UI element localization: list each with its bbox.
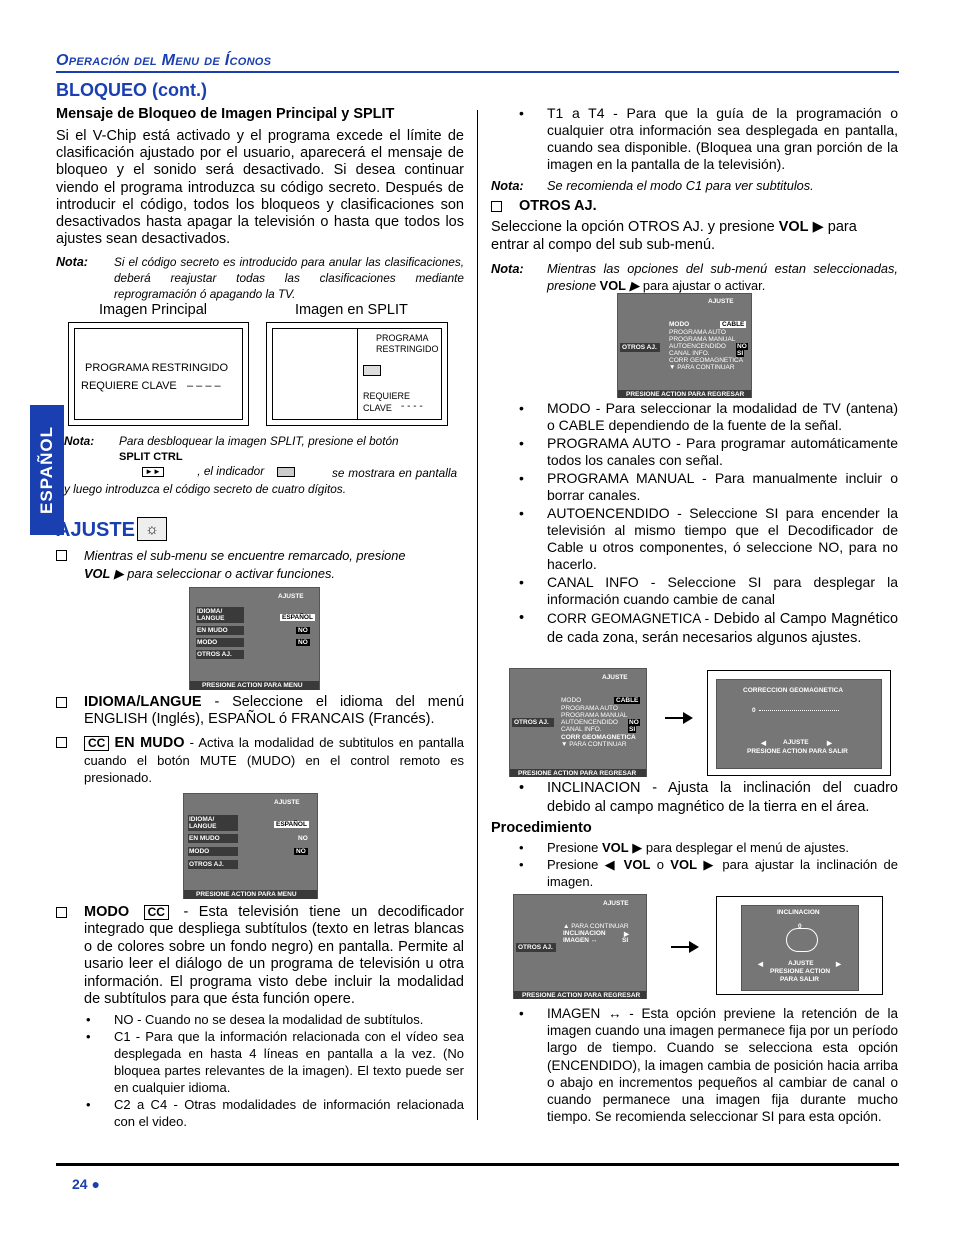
menu-value-en-mudo: NO bbox=[298, 627, 308, 634]
corr-screen-frame bbox=[707, 670, 891, 776]
corr-ajuste: AJUSTE bbox=[783, 739, 809, 746]
corr-scale bbox=[759, 710, 839, 711]
checkbox-icon bbox=[491, 201, 502, 212]
corr-prefix: CORR GEOMAGNETICA - bbox=[547, 611, 710, 626]
checkbox-icon bbox=[56, 737, 67, 748]
menu-value-idioma: ESPAÑOL bbox=[282, 614, 313, 621]
otros-value-canal: SI bbox=[629, 726, 636, 733]
left-arrow-icon: ◀ bbox=[758, 961, 763, 968]
page-number bbox=[72, 1176, 100, 1192]
menu-item-otros: OTROS AJ. bbox=[518, 944, 553, 951]
ajuste-intro-text2: para seleccionar o activar funciones. bbox=[127, 566, 335, 581]
nota-2-text-b: , el indicador bbox=[197, 464, 265, 478]
menu-item-otros: OTROS AJ. bbox=[514, 719, 549, 726]
column-divider bbox=[477, 110, 478, 1120]
proc1-a: Presione bbox=[547, 840, 599, 855]
split-ctrl-button-icon: ►► bbox=[142, 467, 164, 477]
split-label-split: Imagen en SPLIT bbox=[295, 302, 408, 318]
checkbox-icon bbox=[56, 907, 67, 918]
language-side-tab bbox=[30, 405, 64, 535]
menu-value-en-mudo: NO bbox=[298, 835, 308, 842]
otros-item-prog-manual: PROGRAMA MANUAL bbox=[561, 712, 628, 719]
ajuste-menu-screen-2 bbox=[183, 793, 318, 899]
otros-item-autoencendido: AUTOENCENDIDO bbox=[561, 719, 618, 726]
vol-label: VOL bbox=[599, 278, 626, 293]
t1t4-bullet: • T1 a T4 - Para que la guía de la programación o cualquier otra información sea desplegada en pantalla, cuando sea disponible. (Bloquea una gran porción de la imagen en la pantalla de la televisión). bbox=[519, 105, 898, 173]
incl-footer-1: PRESIONE ACTION bbox=[770, 968, 831, 975]
vol-label: VOL bbox=[778, 219, 809, 235]
menu-item-otros: OTROS AJ. bbox=[197, 651, 232, 658]
menu-value-modo: NO bbox=[298, 639, 308, 646]
vol-label: VOL bbox=[601, 840, 629, 855]
nota-2 bbox=[64, 433, 457, 497]
menu-title: AJUSTE bbox=[603, 900, 629, 907]
modo-bullet: • C1 - Para que la información relacionada con el vídeo sea desplegada en hasta 4 líneas en pantalla a la vez. (No bloquea partes relevantes de la imagen). El texto puede ser en cualquier idioma. bbox=[86, 1028, 464, 1096]
modo-bullet: • NO - Cuando no se desea la modalidad de subtítulos. bbox=[86, 1011, 464, 1028]
otros-bullets bbox=[519, 400, 898, 648]
otros-bullet: • AUTOENCENDIDO - Seleccione SI para encender la televisión al mismo tiempo que el Decodificador de Cable u otros componentes, ó seleccione NO, para no hacerlo. bbox=[519, 505, 898, 573]
en-mudo-section bbox=[56, 734, 464, 786]
menu-footer: PRESIONE ACTION PARA MENU bbox=[196, 891, 297, 898]
menu-item-en-mudo: EN MUDO bbox=[189, 835, 220, 842]
incl-title: INCLINACION bbox=[777, 909, 820, 916]
bullet-dot-icon: ● bbox=[91, 1176, 100, 1192]
otros-text2: para entrar al compo del sub sub-menú. bbox=[491, 219, 857, 253]
checkbox-icon bbox=[56, 697, 67, 708]
otros-value-modo: CABLE bbox=[722, 321, 745, 328]
right-arrow-icon: ▶ bbox=[836, 961, 841, 968]
nota-1-text: Si el código secreto es introducido para anular las clasificaciones, deberá reajustar todas las clasificaciones mediante reprogramación ó apagando la TV. bbox=[114, 255, 464, 302]
procedimiento-title: Procedimiento bbox=[491, 820, 592, 836]
menu-value-modo: NO bbox=[296, 848, 306, 855]
nota-1 bbox=[56, 254, 464, 302]
menu-title: AJUSTE bbox=[602, 674, 628, 681]
menu-title: AJUSTE bbox=[708, 298, 734, 305]
modo-text: - Esta televisión tiene un decodificador integrado que despliega subtítulos (texto en letras blancas o de colores sobre un fondo negro) en pantalla. Permite al usario leer el diálogo de un programa de televisión u otra información. El programa visto debe incluir la modalidad de subtítulos para que ésta función opere. bbox=[84, 904, 465, 1008]
otros-item-continuar: ▼ PARA CONTINUAR bbox=[669, 364, 735, 371]
incl-item-continuar: ▲ PARA CONTINUAR bbox=[563, 923, 629, 930]
menu-item-idioma: IDIOMA/ LANGUE bbox=[189, 816, 217, 830]
incl-zero: 0 bbox=[798, 923, 802, 930]
imagen-bullet: • IMAGEN ↔ - Esta opción previene la retención de la imagen cuando una imagen permanece fija por un período largo de tiempo. Cuando se selecciona esta opción (ENCENDIDO), la imagen cambia de posición hacia arriba o abajo en incrementos pequeños al cambiar de canal o cuando permanece una imagen fija durante mucho tiempo. Se recomienda seleccionar SI para esta opción. bbox=[519, 1005, 898, 1125]
split-screen-line2: RESTRINGIDO bbox=[376, 344, 439, 354]
main-screen-dashes: – – – – bbox=[187, 380, 221, 392]
incl-value-imagen: SI bbox=[622, 937, 629, 944]
split-lock-screen bbox=[266, 322, 448, 426]
otros-value-canal: SI bbox=[737, 350, 744, 357]
corr-zero: 0 bbox=[752, 707, 756, 714]
menu-item-idioma: IDIOMA/ LANGUE bbox=[197, 608, 225, 622]
lock-indicator-icon bbox=[363, 365, 381, 376]
vol-label: VOL bbox=[670, 857, 698, 872]
otros-item-prog-manual: PROGRAMA MANUAL bbox=[669, 336, 736, 343]
side-tab-label: ESPAÑOL bbox=[37, 426, 57, 514]
checkbox-icon bbox=[56, 550, 67, 561]
nota-2-text-a: Para desbloquear la imagen SPLIT, presione el botón bbox=[119, 434, 399, 448]
otros-item-continuar: ▼ PARA CONTINUAR bbox=[561, 741, 627, 748]
modo-bullet: • C2 a C4 - Otras modalidades de información relacionada con el video. bbox=[86, 1096, 464, 1130]
menu-item-modo: MODO bbox=[197, 639, 218, 646]
otros-item-canal-info: CANAL INFO. bbox=[561, 726, 602, 733]
otros-bullet: • PROGRAMA AUTO - Para programar automáticamente todos los canales con señal. bbox=[519, 435, 898, 469]
nota-label: Nota: bbox=[56, 255, 88, 270]
lock-indicator-icon bbox=[277, 467, 295, 477]
ajuste-intro-text: Mientras el sub-menu se encuentre remarcado, presione bbox=[84, 548, 406, 563]
split-subtitle: Mensaje de Bloqueo de Imagen Principal y SPLIT bbox=[56, 106, 395, 122]
incl-item-imagen: IMAGEN ↔ bbox=[563, 937, 598, 944]
main-lock-screen bbox=[68, 322, 249, 426]
menu-footer: PRESIONE ACTION PARA REGRESAR bbox=[518, 770, 637, 777]
inclinacion-screen bbox=[741, 905, 859, 991]
modo-section bbox=[56, 904, 464, 1130]
otros-value-auto: NO bbox=[737, 343, 747, 350]
otros-menu-screen bbox=[617, 293, 752, 398]
corr-title: CORRECCION GEOMAGNETICA bbox=[743, 687, 844, 694]
menu-item-otros: OTROS AJ. bbox=[622, 344, 657, 351]
otros-item-corr: CORR GEOMAGNETICA bbox=[669, 357, 744, 364]
ajuste-intro: Mientras el sub-menu se encuentre remarcado, presione VOL ▶ para seleccionar o activar funciones. bbox=[56, 547, 464, 583]
otros-item-autoencendido: AUTOENCENDIDO bbox=[669, 343, 726, 350]
otros-text: Seleccione la opción OTROS AJ. y presione bbox=[491, 219, 775, 235]
menu-title: AJUSTE bbox=[278, 593, 304, 600]
otros-item-modo: MODO bbox=[669, 321, 690, 328]
otros-item-canal-info: CANAL INFO. bbox=[669, 350, 710, 357]
right-column: • T1 a T4 - Para que la guía de la programación o cualquier otra información sea desplegada en pantalla, cuando sea disponible. (Bloquea una gran porción de la imagen en la pantalla de la televisión). Nota: Se recomienda el modo C1 para ver subtitulos. OTROS AJ. Seleccione la opción OTROS AJ. y presione VOL ▶ para entrar al compo del sub sub-menú. Nota: Mientras las opciones del sub-menú estan seleccionadas, presione VOL ▶ para ajustar o activar. bbox=[491, 105, 898, 294]
menu-footer: PRESIONE ACTION PARA REGRESAR bbox=[626, 391, 745, 398]
section-header: Operación del Menu de Íconos bbox=[56, 52, 272, 69]
main-screen-line1: PROGRAMA RESTRINGIDO bbox=[85, 362, 229, 374]
otros-value-auto: NO bbox=[629, 719, 639, 726]
cc-icon: CC bbox=[144, 905, 169, 920]
en-mudo-bold: EN MUDO bbox=[114, 735, 185, 751]
nota-2-label: Nota: bbox=[64, 434, 95, 448]
menu-title: AJUSTE bbox=[274, 799, 300, 806]
main-screen-line2: REQUIERE CLAVE bbox=[81, 380, 177, 392]
incl-ajuste: AJUSTE bbox=[788, 960, 814, 967]
inclinacion-bullet: • INCLINACION - Ajusta la inclinación del cuadro debido al campo magnético de la tierra en el área. bbox=[519, 779, 898, 817]
incl-item-inclinacion: INCLINACION bbox=[563, 930, 606, 937]
inclinacion-section bbox=[519, 779, 898, 817]
header-rule bbox=[56, 71, 899, 73]
menu-item-en-mudo: EN MUDO bbox=[197, 627, 228, 634]
otros-bullet: • PROGRAMA MANUAL - Para manualmente incluir o borrar canales. bbox=[519, 470, 898, 504]
otros-value-modo: CABLE bbox=[616, 697, 639, 704]
incl-screen-frame bbox=[716, 896, 883, 995]
modo-bold: MODO bbox=[84, 904, 130, 920]
vol-label: VOL bbox=[84, 566, 111, 581]
procedimiento-steps: • Presione VOL ▶ para desplegar el menú de ajustes. • Presione ◀ VOL o VOL ▶ para ajustar la inclinación de imagen. bbox=[519, 839, 898, 890]
otros-bullet: • MODO - Para seleccionar la modalidad de TV (antena) o CABLE dependiendo de la fuente de la señal. bbox=[519, 400, 898, 434]
menu-value-idioma: ESPAÑOL bbox=[276, 821, 307, 828]
menu-footer: PRESIONE ACTION PARA MENU bbox=[202, 682, 303, 689]
arrow-right-icon bbox=[671, 946, 697, 948]
corr-bullet bbox=[519, 609, 898, 648]
split-screen-line3: REQUIERE bbox=[363, 391, 411, 401]
proc2-b: para ajustar la inclinación de imagen. bbox=[547, 857, 898, 889]
ajuste-sun-icon: ☼ bbox=[137, 517, 167, 541]
tilt-circle-icon bbox=[786, 928, 818, 952]
split-screen-line4: CLAVE bbox=[363, 403, 392, 413]
nota-label: Nota: bbox=[491, 261, 524, 276]
left-column bbox=[56, 80, 464, 302]
menu-item-otros: OTROS AJ. bbox=[189, 861, 224, 868]
vol-label: VOL bbox=[623, 857, 651, 872]
idioma-section bbox=[56, 694, 464, 728]
corr-text: Debido al Campo Magnético de cada zona, serán necesarios algunos ajustes. bbox=[547, 611, 899, 646]
idioma-text: - Seleccione el idioma del menú ENGLISH (Inglés), ESPAÑOL ó FRANCAIS (Francés). bbox=[84, 694, 465, 727]
right-arrow-icon: ▶ bbox=[827, 740, 832, 747]
ajuste-menu-screen-1 bbox=[189, 587, 320, 690]
corr-menu-screen bbox=[509, 668, 647, 777]
otros-item-corr: CORR GEOMAGNETICA bbox=[561, 734, 636, 741]
left-arrow-icon: ◀ bbox=[761, 740, 766, 747]
otros-title: OTROS AJ. bbox=[519, 198, 597, 214]
proc2-o: o bbox=[656, 857, 664, 872]
right-arrow-icon: ▶ bbox=[624, 931, 629, 938]
incl-footer-2: PARA SALIR bbox=[780, 976, 819, 983]
nota-4b-text: para ajustar o activar. bbox=[642, 278, 766, 293]
arrow-right-icon bbox=[665, 717, 691, 719]
idioma-bold: IDIOMA/LANGUE bbox=[84, 694, 202, 710]
en-mudo-text: - Activa la modalidad de subtitulos en pantalla cuando el botón MUTE (MUDO) en el control remoto es presionado. bbox=[84, 735, 465, 785]
nota-2-text-c: se mostrara en pantalla y luego introduzca el código secreto de cuatro dígitos. bbox=[64, 466, 457, 496]
split-screen-line1: PROGRAMA bbox=[376, 333, 429, 343]
otros-item-prog-auto: PROGRAMA AUTO bbox=[669, 329, 726, 336]
menu-footer: PRESIONE ACTION PARA REGRESAR bbox=[522, 992, 641, 999]
menu-item-modo: MODO bbox=[189, 848, 210, 855]
incl-menu-screen bbox=[513, 894, 647, 999]
imagen-section bbox=[519, 1005, 898, 1125]
split-screen-dashes: - - - - bbox=[401, 401, 423, 412]
nota-4-text: Mientras las opciones del sub-menú estan seleccionadas, presione bbox=[547, 261, 898, 293]
otros-item-prog-auto: PROGRAMA AUTO bbox=[561, 705, 618, 712]
otros-bullet: • CANAL INFO - Seleccione SI para desplegar la información cuando cambie de canal bbox=[519, 574, 898, 608]
corr-geomagnetica-screen bbox=[716, 679, 882, 769]
nota-label: Nota: bbox=[491, 178, 524, 193]
page-number-value: 24 bbox=[72, 1176, 88, 1192]
bloqueo-title: BLOQUEO (cont.) bbox=[56, 80, 207, 100]
split-label-main: Imagen Principal bbox=[99, 302, 207, 318]
bloqueo-intro: Si el V-Chip está activado y el programa excede el límite de clasificación ajustado por el usuario, aparecerá el mensaje de bloqueo y el sonido será desactivado. Si desea continuar viendo el programa introduzca su código secreto. Después de introducir el código, todos los bloqueos y clasificaciones son desactivados hasta apagar la televisión o hasta que todos los ajustes sean desactivados. bbox=[56, 128, 464, 248]
proc2-a: Presione bbox=[547, 857, 599, 872]
corr-footer: PRESIONE ACTION PARA SALIR bbox=[747, 748, 848, 755]
footer-rule bbox=[56, 1163, 899, 1166]
ajuste-title: AJUSTE bbox=[56, 519, 135, 541]
cc-icon: CC bbox=[84, 736, 109, 751]
split-ctrl-label: SPLIT CTRL bbox=[119, 451, 183, 463]
proc1-b: para desplegar el menú de ajustes. bbox=[645, 840, 849, 855]
otros-item-modo: MODO bbox=[561, 697, 582, 704]
nota-3-text: Se recomienda el modo C1 para ver subtitulos. bbox=[547, 178, 814, 193]
